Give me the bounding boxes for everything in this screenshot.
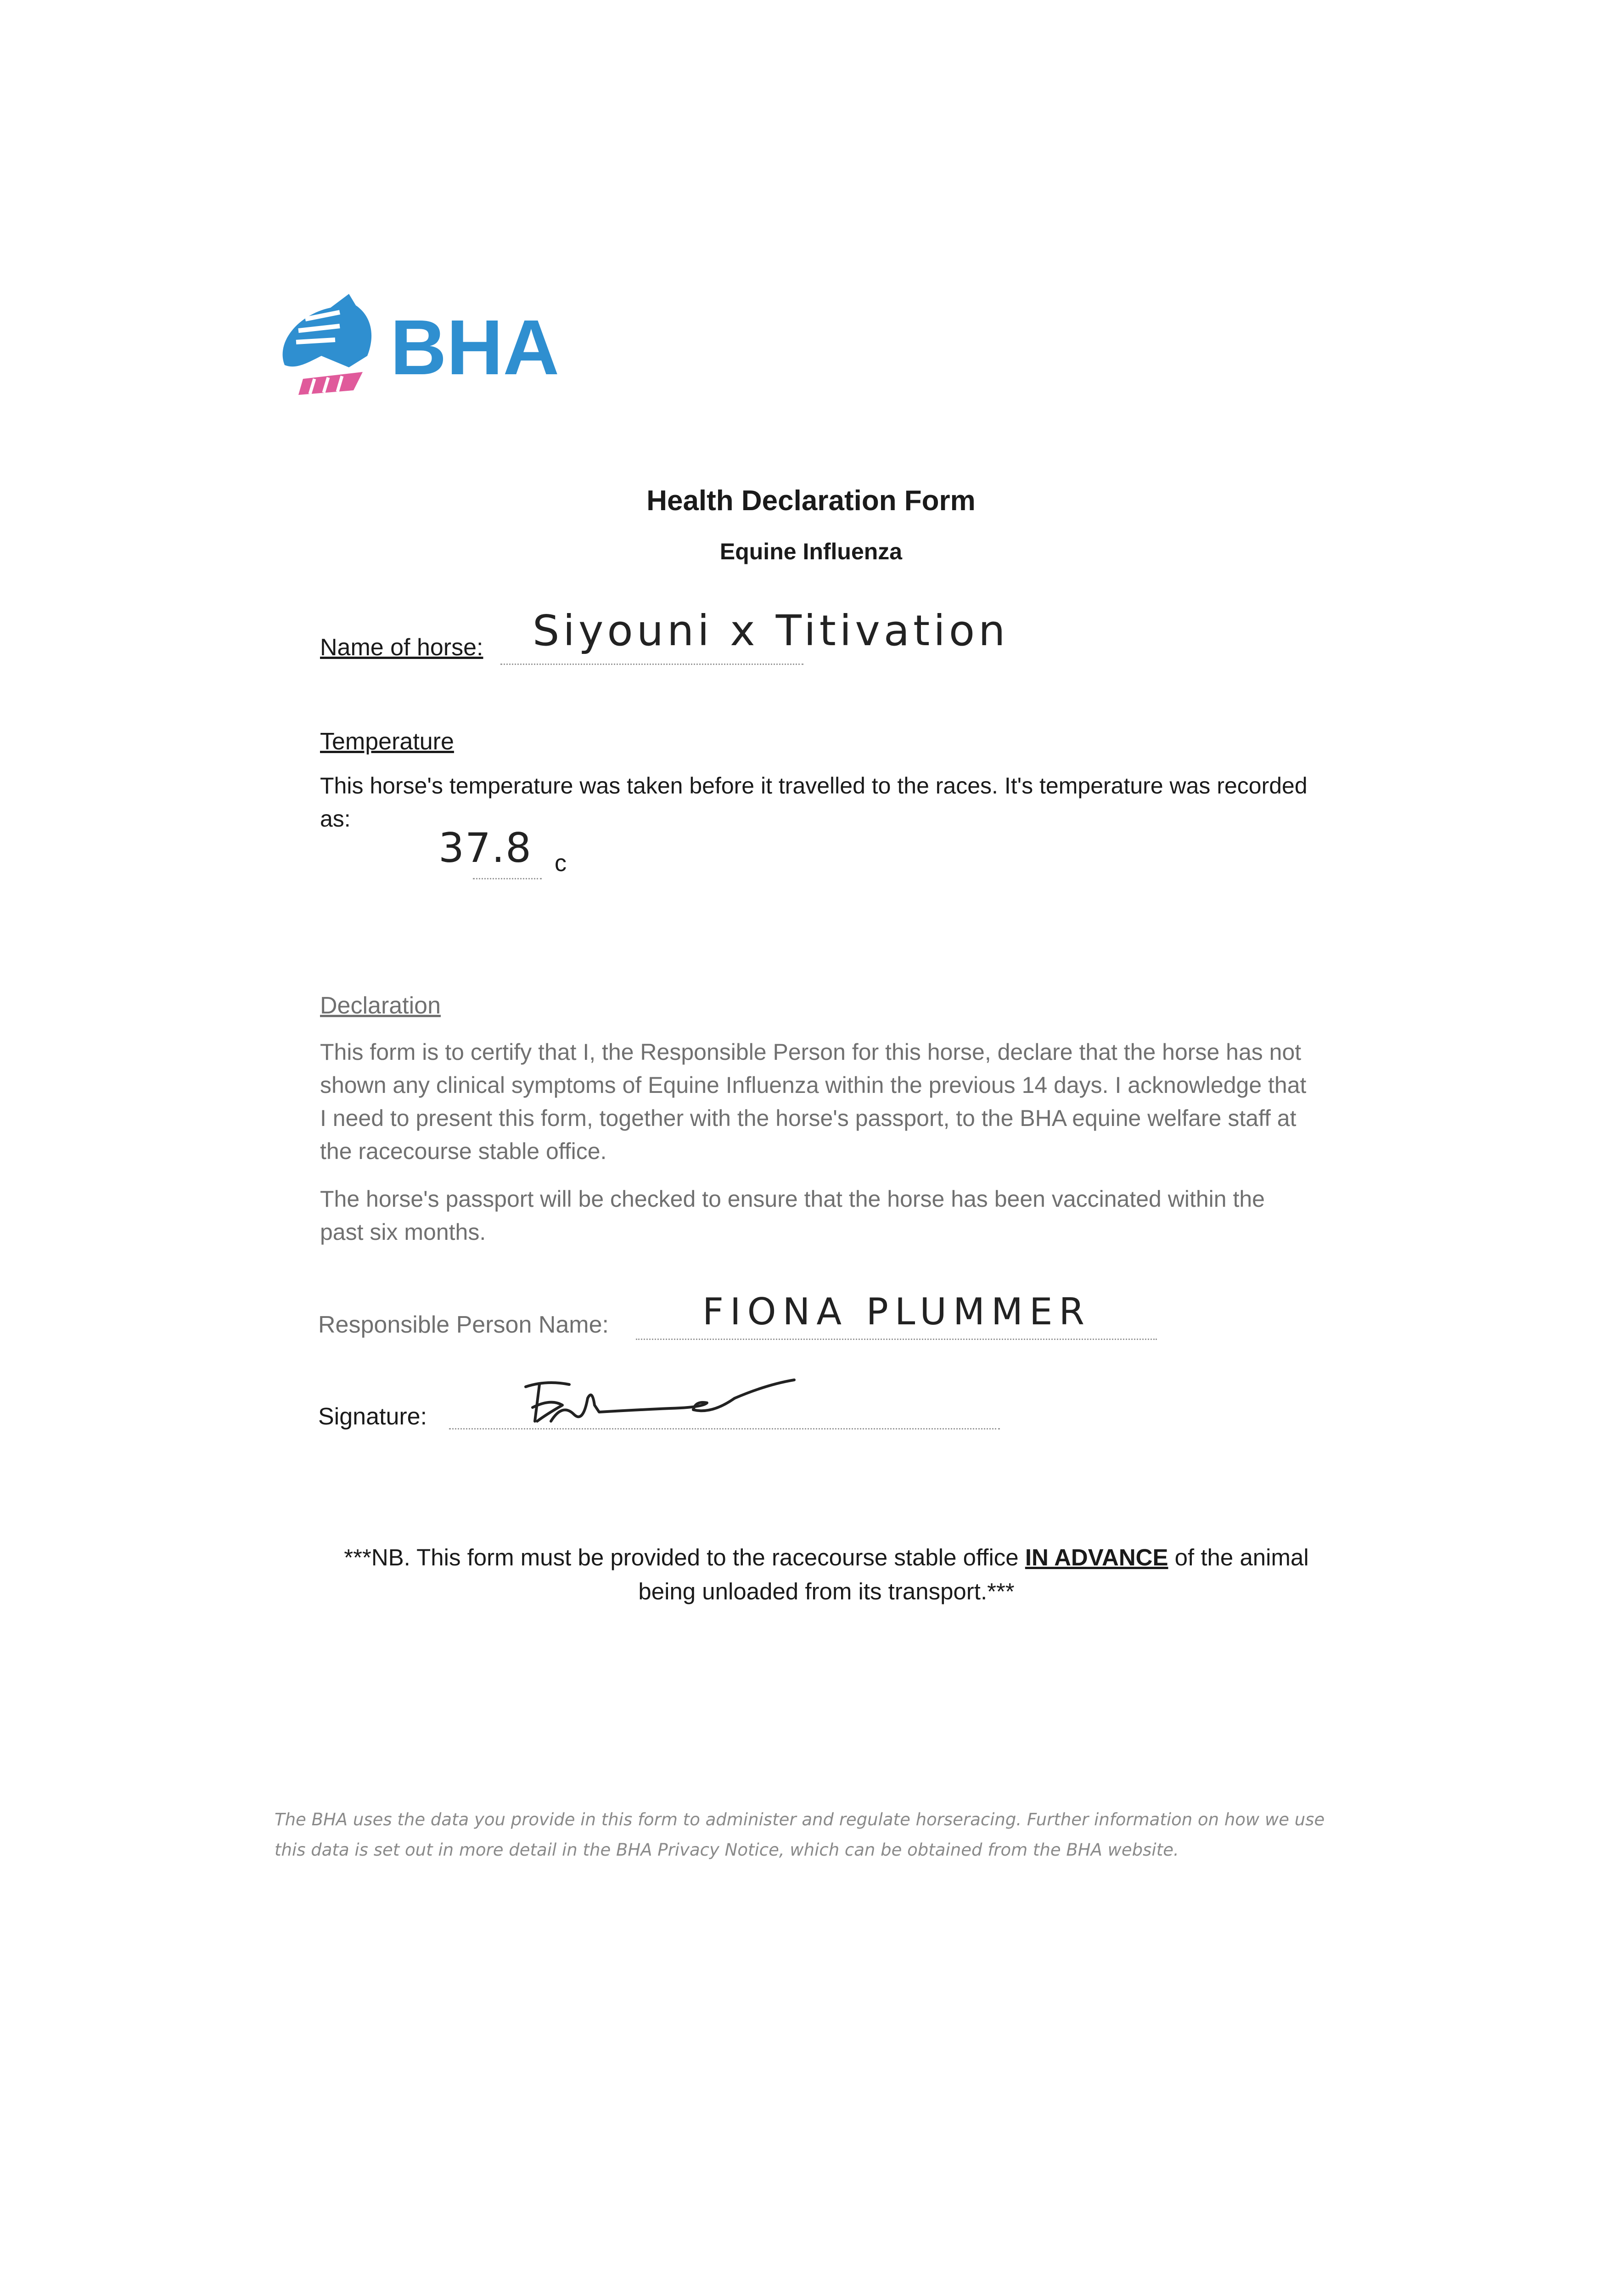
notice-suffix: of the animal being unloaded from its transport.*** [638, 1544, 1309, 1604]
temperature-line [473, 878, 542, 879]
responsible-person-line [636, 1339, 1157, 1340]
notice-prefix: ***NB. This form must be provided to the racecourse stable office [344, 1544, 1025, 1570]
declaration-paragraph-2: The horse's passport will be checked to ensure that the horse has been vaccinated within the past six months. [320, 1186, 1265, 1245]
bha-logo [271, 287, 565, 402]
horse-head-icon [271, 287, 565, 402]
signature-label: Signature: [318, 1403, 427, 1430]
form-title: Health Declaration Form [646, 485, 976, 517]
horse-name-label: Name of horse: [320, 634, 483, 661]
responsible-person-value[interactable]: FIONA PLUMMER [702, 1290, 1091, 1333]
signature-mark[interactable] [519, 1371, 868, 1440]
notice-emphasis: IN ADVANCE [1025, 1544, 1168, 1570]
privacy-footer: The BHA uses the data you provide in this form to administer and regulate horseracing. Further information on how we use this data is set out in more detail in the BHA Privacy Notice, which can be obtained from the BHA website. [275, 1810, 1325, 1860]
form-subtitle: Equine Influenza [719, 539, 903, 564]
horse-name-line [500, 664, 803, 665]
temperature-unit: c [555, 850, 567, 877]
declaration-paragraph-1: This form is to certify that I, the Responsible Person for this horse, declare that the horse has not shown any clinical symptoms of Equine Influenza within the previous 14 days. I acknowledge that I need to present this form, together with the horse's passport, to the BHA equine welfare staff at the racecourse stable office. [320, 1039, 1307, 1164]
declaration-heading: Declaration [320, 992, 441, 1019]
temperature-heading: Temperature [320, 728, 454, 755]
responsible-person-label: Responsible Person Name: [318, 1311, 609, 1338]
horse-name-value[interactable]: Siyouni x Titivation [533, 606, 1009, 655]
temperature-value[interactable]: 37.8 [438, 824, 532, 872]
svg-text:BHA: BHA [390, 304, 560, 391]
advance-notice [321, 1541, 1331, 1609]
temperature-text: This horse's temperature was taken before it travelled to the races. It's temperature was recorded as: [320, 773, 1308, 832]
